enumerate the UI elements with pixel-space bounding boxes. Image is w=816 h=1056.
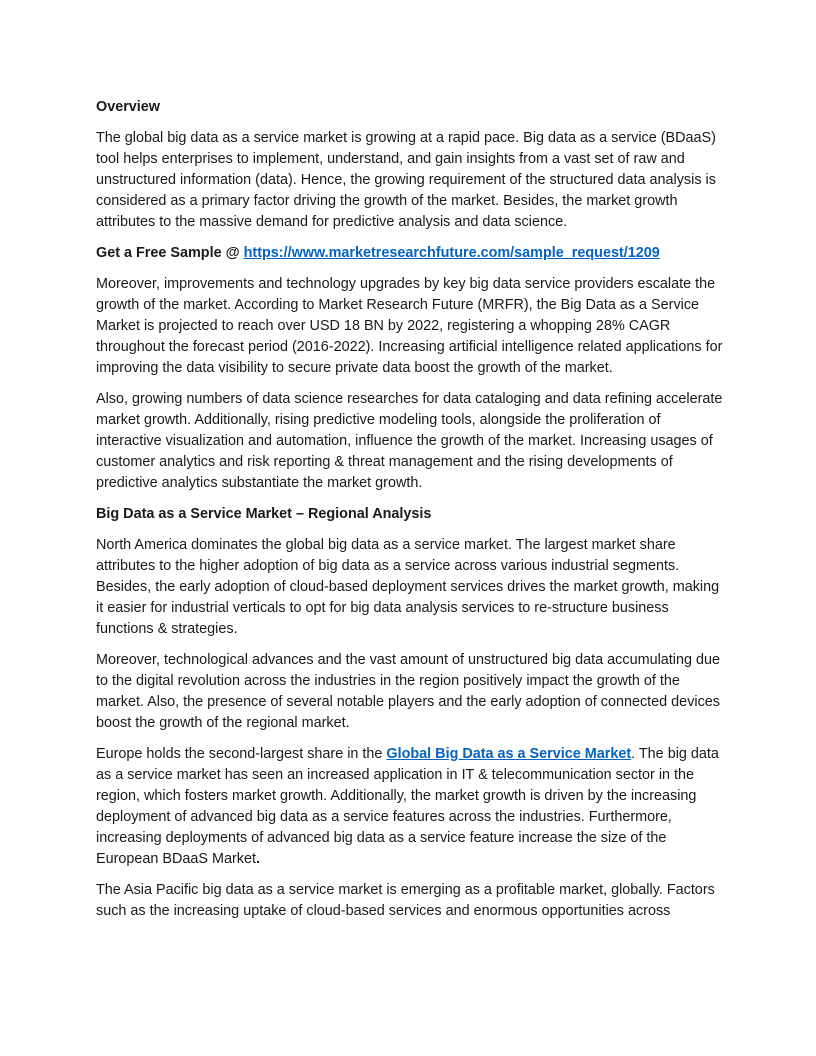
- europe-text-start: Europe holds the second-largest share in the: [96, 746, 387, 762]
- overview-paragraph: The global big data as a service market is growing at a rapid pace. Big data as a service (BDaaS) tool helps enterprises to implement, understand, and gain insights from a vast set of raw and unstructured information (data). Hence, the growing requirement of the structured data analysis is considered as a primary factor driving the growth of the market. Besides, the market growth attributes to the massive demand for predictive analysis and data science.: [96, 130, 716, 230]
- global-market-link[interactable]: Global Big Data as a Service Market: [386, 746, 632, 762]
- north-america-paragraph: North America dominates the global big data as a service market. The largest market share attributes to the higher adoption of big data as a service across various industrial segments. Besides, the early adoption of cloud-based deployment services drives the market growth, making it easier for industrial verticals to opt for big data analysis services to re-structure business functions & strategies.: [96, 537, 720, 637]
- growth-paragraph: Moreover, improvements and technology upgrades by key big data service providers escalate the growth of the market. According to Market Research Future (MRFR), the Big Data as a Service Market is projected to reach over USD 18 BN by 2022, registering a whopping 28% CAGR throughout the forecast period (2016-2022). Increasing artificial intelligence related applications for improving the data visibility to secure private data boost the growth of the market.: [96, 276, 723, 376]
- europe-text-rest: . The big data as a service market has seen an increased application in IT & telecommunication sector in the region, which fosters market growth. Additionally, the market growth is driven by the increasing deployment of advanced big data as a service features across the industries. Furthermore, increasing deployments of advanced big data as a service feature increase the size of the European BDaaS Market: [96, 746, 719, 867]
- asia-pacific-paragraph: The Asia Pacific big data as a service market is emerging as a profitable market, globally. Factors such as the increasing uptake of cloud-based services and enormous opportunities across: [96, 882, 715, 919]
- europe-text-period: .: [255, 851, 260, 867]
- europe-paragraph: [96, 744, 726, 870]
- technological-advances-paragraph: Moreover, technological advances and the vast amount of unstructured big data accumulating due to the digital revolution across the industries in the region positively impact the growth of the market. Also, the presence of several notable players and the early adoption of connected devices boost the growth of the regional market.: [96, 652, 720, 731]
- free-sample-label: Get a Free Sample @: [96, 245, 244, 261]
- free-sample-line: [96, 243, 726, 264]
- sample-request-link[interactable]: https://www.marketresearchfuture.com/sample_request/1209: [243, 245, 660, 261]
- overview-heading: Overview: [96, 99, 160, 115]
- regional-analysis-heading: Big Data as a Service Market – Regional Analysis: [96, 506, 432, 522]
- data-science-paragraph: Also, growing numbers of data science researches for data cataloging and data refining accelerate market growth. Additionally, rising predictive modeling tools, alongside the proliferation of interactive visualization and automation, influence the growth of the market. Increasing usages of customer analytics and risk reporting & threat management and the rising developments of predictive analytics substantiate the market growth.: [96, 391, 723, 491]
